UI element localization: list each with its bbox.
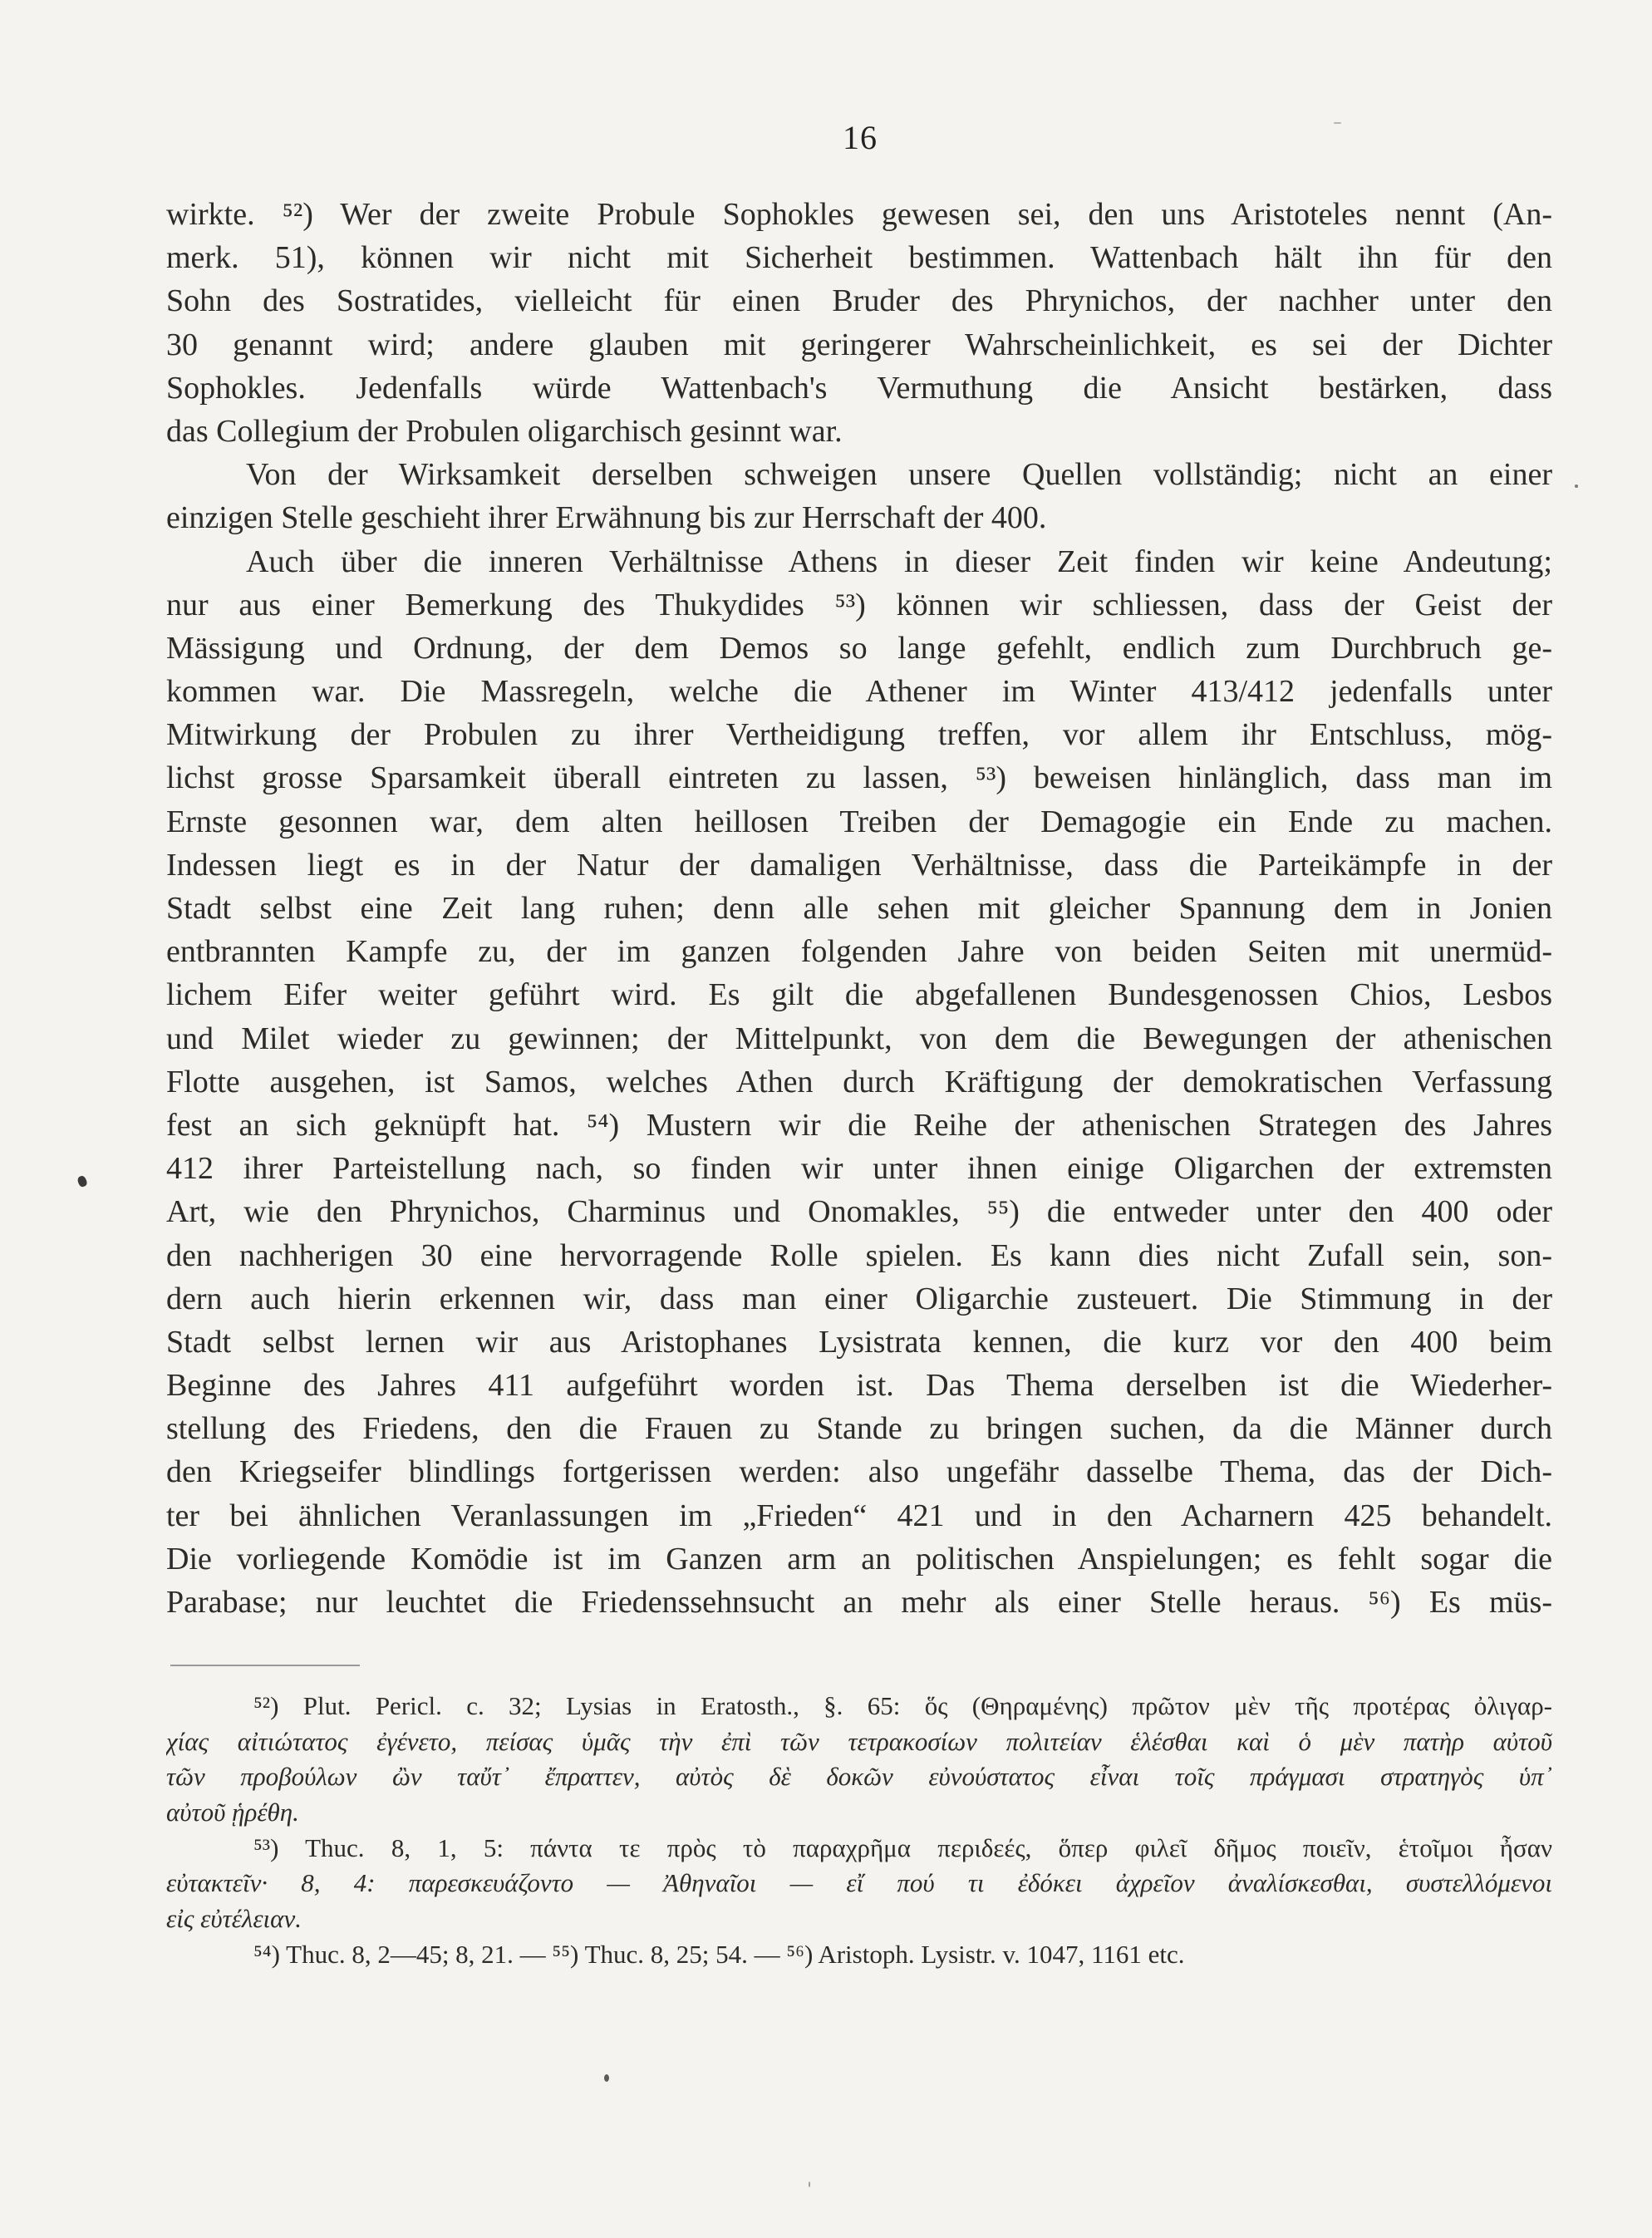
body-line: Stadt selbst lernen wir aus Aristophanes Lysistrata kennen, die kurz vor den 400 beim <box>166 1324 1552 1360</box>
footnotes <box>166 1689 1552 1973</box>
body-line: nur aus einer Bemerkung des Thukydides ⁵³) können wir schliessen, dass der Geist der <box>166 587 1552 622</box>
footnote-line: εὐτακτεῖν· 8, 4: παρεσκευάζοντο — Ἀθηναῖοι — εἴ πού τι ἐδόκει ἀχρεῖον ἀναλίσκεσθαι, συστελλόμενοι <box>166 1868 1552 1898</box>
body-line: Art, wie den Phrynichos, Charminus und Onomakles, ⁵⁵) die entweder unter den 400 oder <box>166 1194 1552 1230</box>
body-line: Ernste gesonnen war, dem alten heillosen Treiben der Demagogie ein Ende zu machen. <box>166 804 1552 839</box>
body-line: den Kriegseifer blindlings fortgerissen werden: also ungefähr dasselbe Thema, das der Dich- <box>166 1454 1552 1490</box>
body-line: einzigen Stelle geschieht ihrer Erwähnung bis zur Herrschaft der 400. <box>166 500 1047 536</box>
page-number: 16 <box>843 119 878 156</box>
body-line: Stadt selbst eine Zeit lang ruhen; denn alle sehen mit gleicher Spannung dem in Jonien <box>166 891 1552 926</box>
footnote-line: ⁵²) Plut. Pericl. c. 32; Lysias in Eratosth., §. 65: ὅς (Θηραμένης) πρῶτον μὲν τῆς προτέρας ὀλιγαρ- <box>253 1691 1552 1720</box>
body-line: 30 genannt wird; andere glauben mit geringerer Wahrscheinlichkeit, es sei der Dichter <box>166 327 1552 362</box>
body-line: 412 ihrer Parteistellung nach, so finden wir unter ihnen einige Oligarchen der extremsten <box>166 1151 1552 1187</box>
ink-speck <box>809 2181 810 2187</box>
body-line: das Collegium der Probulen oligarchisch gesinnt war. <box>166 413 843 449</box>
body-line: Die vorliegende Komödie ist im Ganzen arm an politischen Anspielungen; es fehlt sogar die <box>166 1541 1552 1576</box>
footnote-line: αὐτοῦ ᾑρέθη. <box>166 1798 299 1827</box>
body-line: Sohn des Sostratides, vielleicht für einen Bruder des Phrynichos, der nachher unter den <box>166 283 1552 319</box>
footnote-line: ⁵³) Thuc. 8, 1, 5: πάντα τε πρὸς τὸ παραχρῆμα περιδεές, ὅπερ φιλεῖ δῆμος ποιεῖν, ἑτοῖμοι ἦσαν <box>253 1832 1552 1862</box>
body-line: Mitwirkung der Probulen zu ihrer Vertheidigung treffen, vor allem ihr Entschluss, mög- <box>166 717 1552 753</box>
footnote-line: ⁵⁴) Thuc. 8, 2—45; 8, 21. — ⁵⁵) Thuc. 8, 25; 54. — ⁵⁶) Aristoph. Lysistr. v. 1047, 1161 etc. <box>253 1939 1185 1969</box>
body-line: ter bei ähnlichen Veranlassungen im „Frieden“ 421 und in den Acharnern 425 behandelt. <box>166 1498 1552 1533</box>
ink-speck <box>1334 122 1341 124</box>
body-line: Beginne des Jahres 411 aufgeführt worden ist. Das Thema derselben ist die Wiederher- <box>166 1368 1552 1404</box>
paragraph-start-line: Von der Wirksamkeit derselben schweigen unsere Quellen vollständig; nicht an einer <box>246 457 1552 493</box>
footnote-line: τῶν προβούλων ὢν ταὔτ᾽ ἔπραττεν, αὐτὸς δὲ δοκῶν εὐνούστατος εἶναι τοῖς πράγμασι στρατηγὸς ὑπ᾽ <box>166 1762 1552 1792</box>
body-line: Flotte ausgehen, ist Samos, welches Athen durch Kräftigung der demokratischen Verfassung <box>166 1064 1552 1099</box>
body-line: entbrannten Kampfe zu, der im ganzen folgenden Jahre von beiden Seiten mit unermüd- <box>166 934 1552 970</box>
footnote-divider <box>170 1665 360 1666</box>
body-line: Sophokles. Jedenfalls würde Wattenbach's Vermuthung die Ansicht bestärken, dass <box>166 370 1552 406</box>
body-line: lichst grosse Sparsamkeit überall eintreten zu lassen, ⁵³) beweisen hinlänglich, dass man im <box>166 760 1552 796</box>
body-line: merk. 51), können wir nicht mit Sicherheit bestimmen. Wattenbach hält ihn für den <box>166 240 1552 276</box>
body-line: Parabase; nur leuchtet die Friedenssehnsucht an mehr als einer Stelle heraus. ⁵⁶) Es müs- <box>166 1585 1552 1620</box>
body-line: stellung des Friedens, den die Frauen zu Stande zu bringen suchen, da die Männer durch <box>166 1411 1552 1447</box>
body-line: Mässigung und Ordnung, der dem Demos so lange gefehlt, endlich zum Durchbruch ge- <box>166 630 1552 666</box>
footnote-line: εἰς εὐτέλειαν. <box>166 1904 302 1934</box>
margin-ink-mark <box>76 1175 88 1188</box>
body-line: dern auch hierin erkennen wir, dass man einer Oligarchie zusteuert. Die Stimmung in der <box>166 1281 1552 1316</box>
ink-speck <box>604 2074 609 2082</box>
body-line: Indessen liegt es in der Natur der damaligen Verhältnisse, dass die Parteikämpfe in der <box>166 847 1552 883</box>
body-line: kommen war. Die Massregeln, welche die Athener im Winter 413/412 jedenfalls unter <box>166 674 1552 710</box>
body-text <box>166 193 1552 1624</box>
body-line: den nachherigen 30 eine hervorragende Rolle spielen. Es kann dies nicht Zufall sein, son- <box>166 1237 1552 1273</box>
paragraph-start-line: Auch über die inneren Verhältnisse Athens in dieser Zeit finden wir keine Andeutung; <box>246 544 1552 579</box>
body-line: und Milet wieder zu gewinnen; der Mittelpunkt, von dem die Bewegungen der athenischen <box>166 1021 1552 1056</box>
footnote-line: χίας αἰτιώτατος ἐγένετο, πείσας ὑμᾶς τὴν ἐπὶ τῶν τετρακοσίων πολιτείαν ἑλέσθαι καὶ ὁ μὲν πατὴρ αὐτοῦ <box>166 1726 1552 1756</box>
ink-speck <box>1575 484 1578 488</box>
body-line: lichem Eifer weiter geführt wird. Es gilt die abgefallenen Bundesgenossen Chios, Lesbos <box>166 977 1552 1013</box>
body-line: fest an sich geknüpft hat. ⁵⁴) Mustern wir die Reihe der athenischen Strategen des Jahres <box>166 1107 1552 1143</box>
body-line: wirkte. ⁵²) Wer der zweite Probule Sophokles gewesen sei, den uns Aristoteles nennt (An- <box>166 197 1552 232</box>
